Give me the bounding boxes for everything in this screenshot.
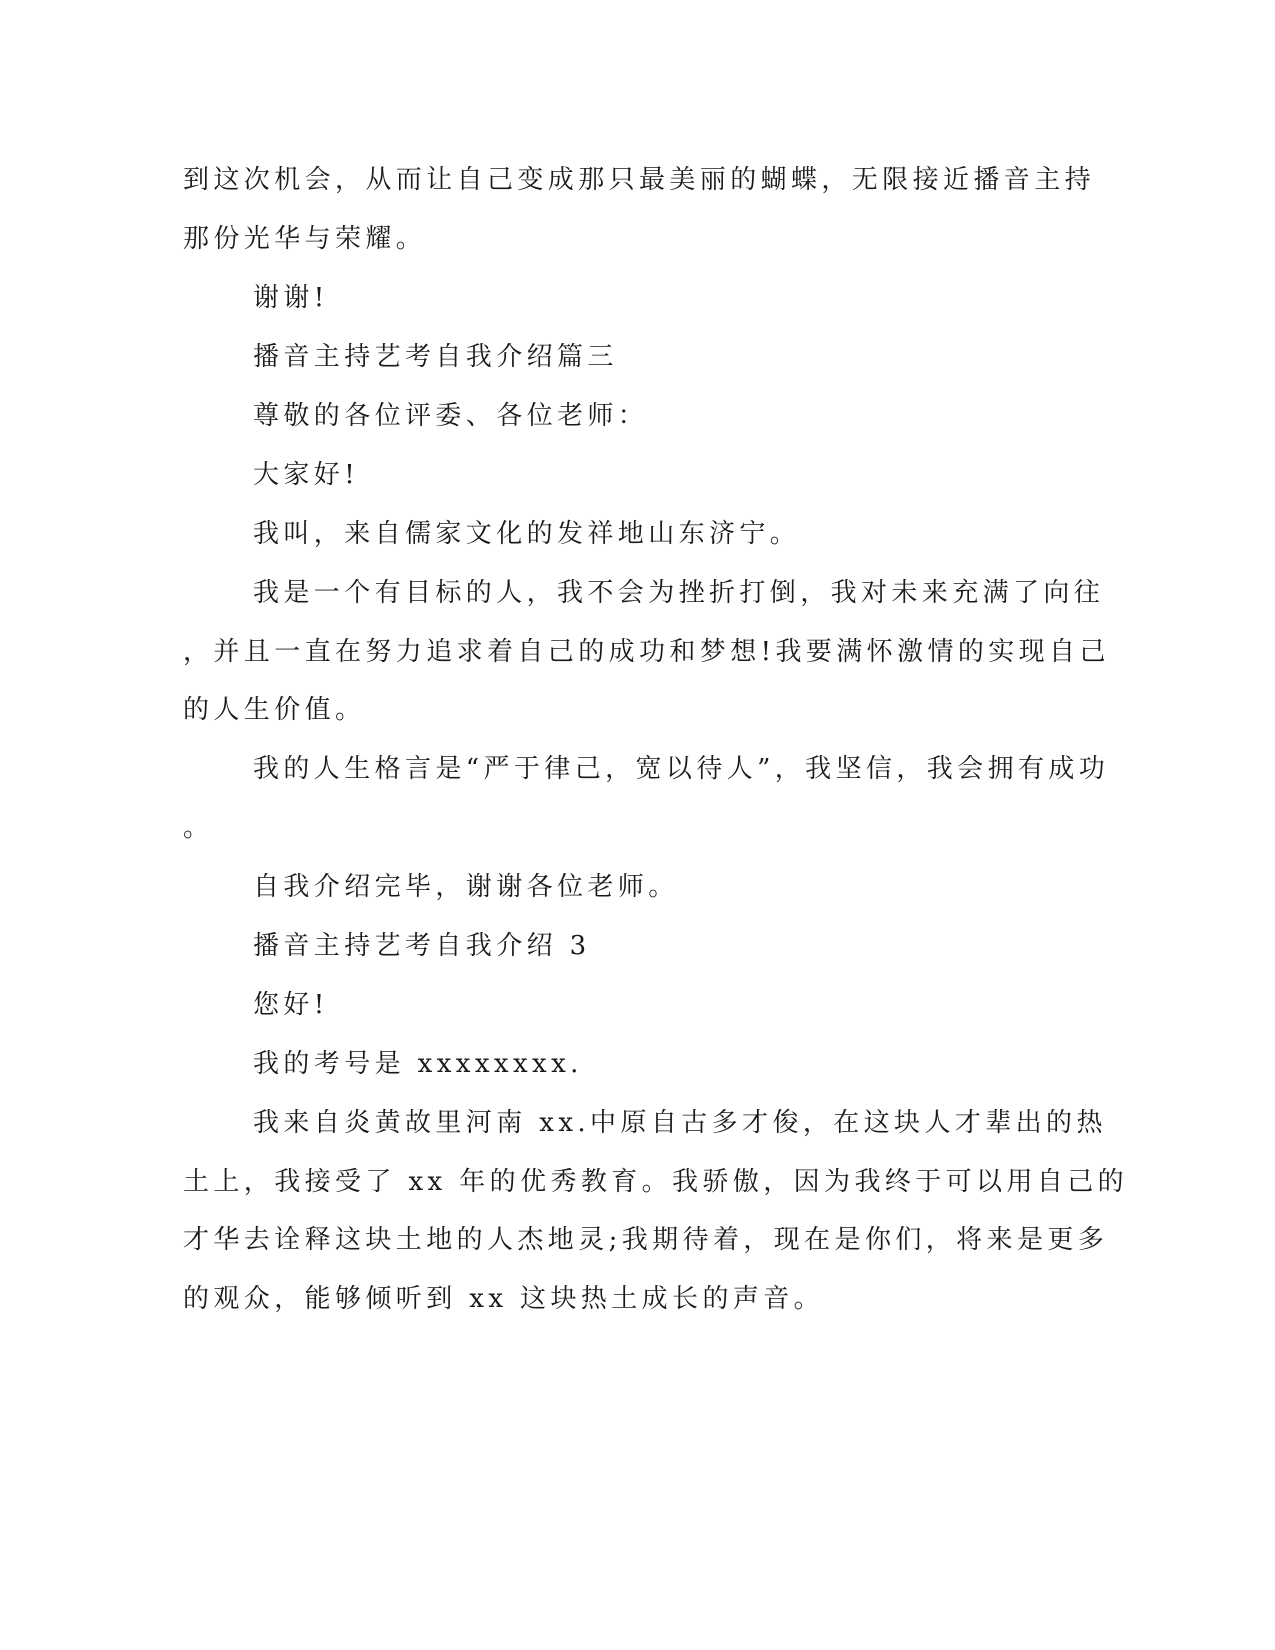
section-heading: 播音主持艺考自我介绍 3: [253, 931, 591, 961]
text-line: 我是一个有目标的人，我不会为挫折打倒，我对未来充满了向往: [253, 578, 1105, 608]
text-line: 土上，我接受了 xx 年的优秀教育。我骄傲，因为我终于可以用自己的: [183, 1167, 1129, 1197]
text-line: 。: [183, 813, 214, 843]
text-line: 谢谢!: [253, 283, 329, 313]
section-heading: 播音主持艺考自我介绍篇三: [253, 342, 618, 372]
text-line: 那份光华与荣耀。: [183, 224, 427, 254]
text-line: 尊敬的各位评委、各位老师：: [253, 401, 649, 431]
text-line: 的人生价值。: [183, 695, 366, 725]
text-line: ，并且一直在努力追求着自己的成功和梦想!我要满怀激情的实现自己: [183, 637, 1110, 667]
text-line: 的观众，能够倾听到 xx 这块热土成长的声音。: [183, 1284, 825, 1314]
text-line: 才华去诠释这块土地的人杰地灵;我期待着，现在是你们，将来是更多: [183, 1225, 1109, 1255]
text-line: 大家好!: [253, 460, 360, 490]
text-line: 我的人生格言是“严于律己，宽以待人”，我坚信，我会拥有成功: [253, 754, 1110, 784]
text-line: 您好!: [253, 990, 329, 1020]
text-line: 我的考号是 xxxxxxxx.: [253, 1049, 583, 1079]
text-line: 到这次机会，从而让自己变成那只最美丽的蝴蝶，无限接近播音主持: [183, 165, 1096, 195]
text-line: 我叫，来自儒家文化的发祥地山东济宁。: [253, 519, 801, 549]
text-line: 我来自炎黄故里河南 xx.中原自古多才俊，在这块人才辈出的热: [253, 1108, 1107, 1138]
text-line: 自我介绍完毕，谢谢各位老师。: [253, 872, 679, 902]
